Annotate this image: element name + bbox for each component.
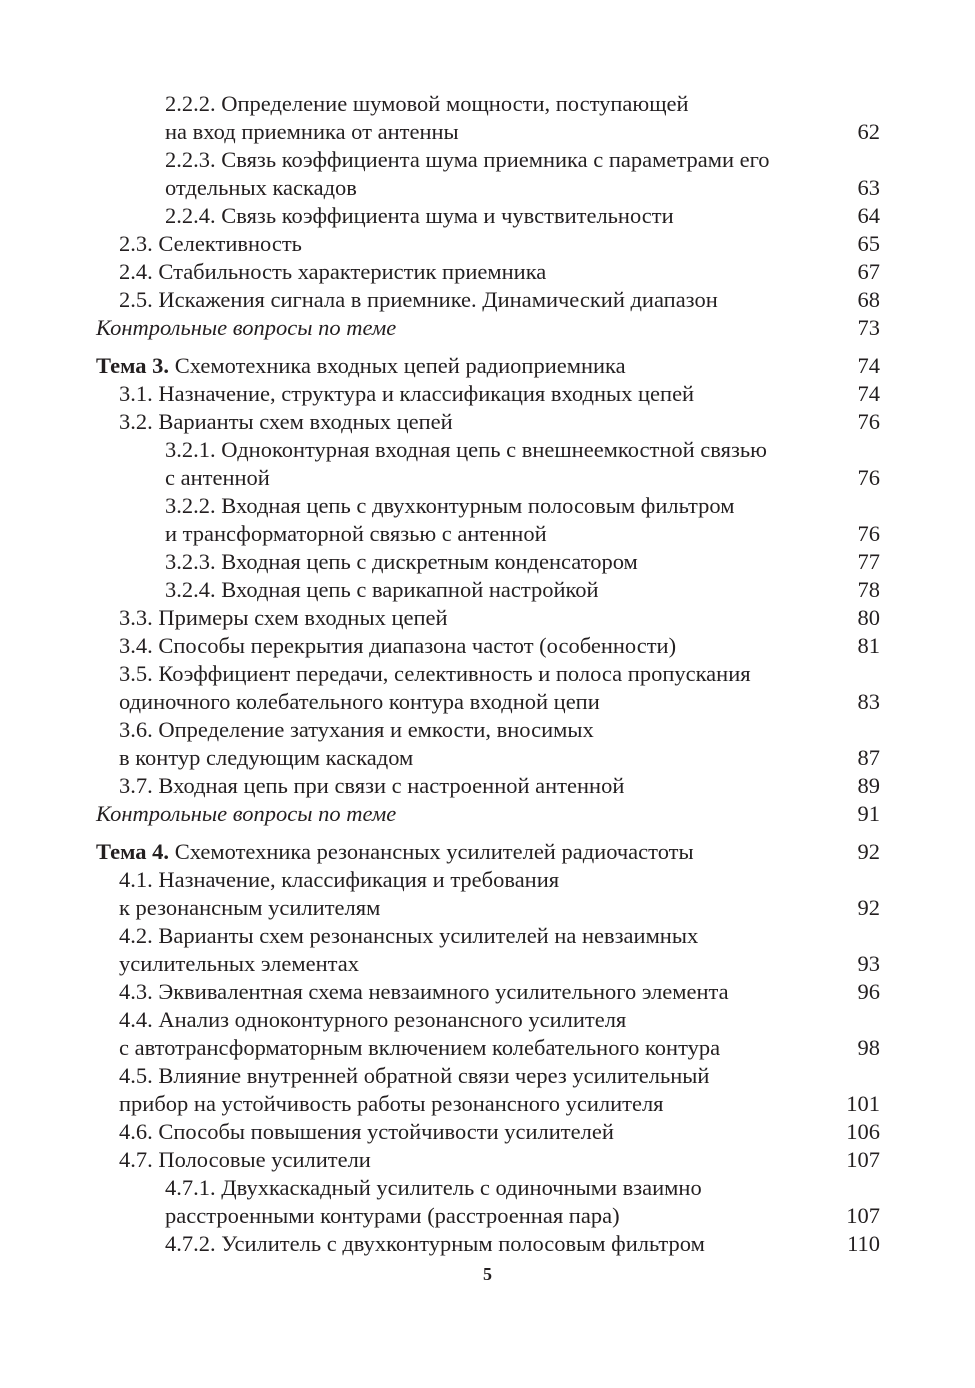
toc-page-number: 96 [857,979,880,1004]
toc-page-number: 76 [857,465,880,490]
toc-entry [96,922,880,978]
toc-entry [96,548,880,576]
toc-entry-title: 3.5. Коэффициент передачи, селективность и полоса пропускания одиночного колебательного контура входной цепи [119,661,751,714]
toc-entry-title: 2.2.4. Связь коэффициента шума и чувствительности [165,203,674,228]
toc-page-number: 78 [857,577,880,602]
toc-page-number: 67 [857,259,880,284]
table-of-contents [96,90,880,1258]
toc-entry-title: 3.2.2. Входная цепь с двухконтурным полосовым фильтром и трансформаторной связью с антенной [165,493,735,546]
toc-entry [96,1174,880,1230]
toc-page-number: 77 [857,549,880,574]
toc-page-number: 73 [857,315,880,340]
toc-page-number: 107 [846,1203,880,1228]
toc-entry [96,1118,880,1146]
toc-entry-review-questions [96,800,880,828]
toc-page-number: 83 [857,689,880,714]
toc-entry-title: Контрольные вопросы по теме [96,801,397,826]
toc-entry [96,1006,880,1062]
toc-entry [96,146,880,202]
toc-entry-title: Тема 3. Схемотехника входных цепей радиоприемника [96,353,626,378]
toc-entry-title: 3.7. Входная цепь при связи с настроенной антенной [119,773,625,798]
topic-label: Тема 4. [96,839,170,864]
toc-entry [96,978,880,1006]
toc-entry [96,380,880,408]
toc-entry-title: 4.4. Анализ одноконтурного резонансного усилителя с автотрансформаторным включением колебательного контура [119,1007,721,1060]
toc-page-number: 89 [857,773,880,798]
toc-entry-title: 2.5. Искажения сигнала в приемнике. Динамический диапазон [119,287,718,312]
toc-entry-title: 4.6. Способы повышения устойчивости усилителей [119,1119,614,1144]
toc-page-number: 68 [857,287,880,312]
toc-entry-title: 3.2. Варианты схем входных цепей [119,409,453,434]
toc-entry-review-questions [96,314,880,342]
toc-page-number: 107 [846,1147,880,1172]
toc-page-number: 87 [857,745,880,770]
toc-entry [96,604,880,632]
topic-label: Тема 3. [96,353,170,378]
toc-page-number: 62 [857,119,880,144]
toc-page-number: 76 [857,409,880,434]
toc-entry [96,772,880,800]
toc-page-number: 65 [857,231,880,256]
toc-entry-title: 3.1. Назначение, структура и классификация входных цепей [119,381,695,406]
toc-entry-title: 4.7.1. Двухкаскадный усилитель с одиночными взаимно расстроенными контурами (расстроенная пара) [165,1175,702,1228]
toc-entry [96,436,880,492]
toc-entry-title: 2.4. Стабильность характеристик приемника [119,259,547,284]
toc-entry-title: 3.6. Определение затухания и емкости, вносимых в контур следующим каскадом [119,717,594,770]
toc-page-number: 101 [846,1091,880,1116]
toc-page-number: 74 [857,353,880,378]
toc-entry [96,90,880,146]
toc-entry [96,408,880,436]
toc-entry-title: 3.2.1. Одноконтурная входная цепь с внешнеемкостной связью с антенной [165,437,767,490]
toc-entry-title: 2.2.2. Определение шумовой мощности, поступающей на вход приемника от антенны [165,91,689,144]
toc-page-number: 106 [846,1119,880,1144]
toc-entry-title: 2.2.3. Связь коэффициента шума приемника с параметрами его отдельных каскадов [165,147,770,200]
toc-entry-title: Тема 4. Схемотехника резонансных усилителей радиочастоты [96,839,694,864]
toc-page-number: 93 [857,951,880,976]
toc-entry-title: 3.2.3. Входная цепь с дискретным конденсатором [165,549,638,574]
toc-entry-title: 3.4. Способы перекрытия диапазона частот (особенности) [119,633,677,658]
toc-page-number: 76 [857,521,880,546]
toc-entry [96,258,880,286]
toc-entry [96,1146,880,1174]
toc-entry [96,492,880,548]
toc-entry [96,202,880,230]
toc-entry-title: 4.5. Влияние внутренней обратной связи через усилительный прибор на устойчивость работы резонансного усилителя [119,1063,710,1116]
toc-entry-title: 2.3. Селективность [119,231,302,256]
toc-entry-title: 3.2.4. Входная цепь с варикапной настройкой [165,577,599,602]
toc-page-number: 91 [857,801,880,826]
toc-page-number: 92 [857,895,880,920]
toc-entry [96,1230,880,1258]
toc-entry [96,866,880,922]
toc-entry [96,1062,880,1118]
toc-page-number: 98 [857,1035,880,1060]
toc-page-number: 74 [857,381,880,406]
toc-page-number: 110 [847,1231,880,1256]
toc-entry [96,632,880,660]
toc-entry-title: 4.7. Полосовые усилители [119,1147,371,1172]
toc-entry [96,716,880,772]
toc-entry-title: 4.2. Варианты схем резонансных усилителей на невзаимных усилительных элементах [119,923,699,976]
toc-entry [96,576,880,604]
toc-entry-title: 3.3. Примеры схем входных цепей [119,605,448,630]
toc-entry-title: 4.1. Назначение, классификация и требования к резонансным усилителям [119,867,560,920]
toc-page-number: 81 [857,633,880,658]
toc-topic-heading [96,352,880,380]
toc-topic-heading [96,838,880,866]
toc-page-number: 64 [857,203,880,228]
page-number: 5 [483,1264,492,1284]
toc-page-number: 80 [857,605,880,630]
toc-entry [96,660,880,716]
toc-entry [96,286,880,314]
toc-page-number: 63 [857,175,880,200]
toc-entry [96,230,880,258]
toc-entry-title: 4.7.2. Усилитель с двухконтурным полосовым фильтром [165,1231,705,1256]
toc-page-number: 92 [857,839,880,864]
toc-entry-title: Контрольные вопросы по теме [96,315,397,340]
toc-entry-title: 4.3. Эквивалентная схема невзаимного усилительного элемента [119,979,729,1004]
